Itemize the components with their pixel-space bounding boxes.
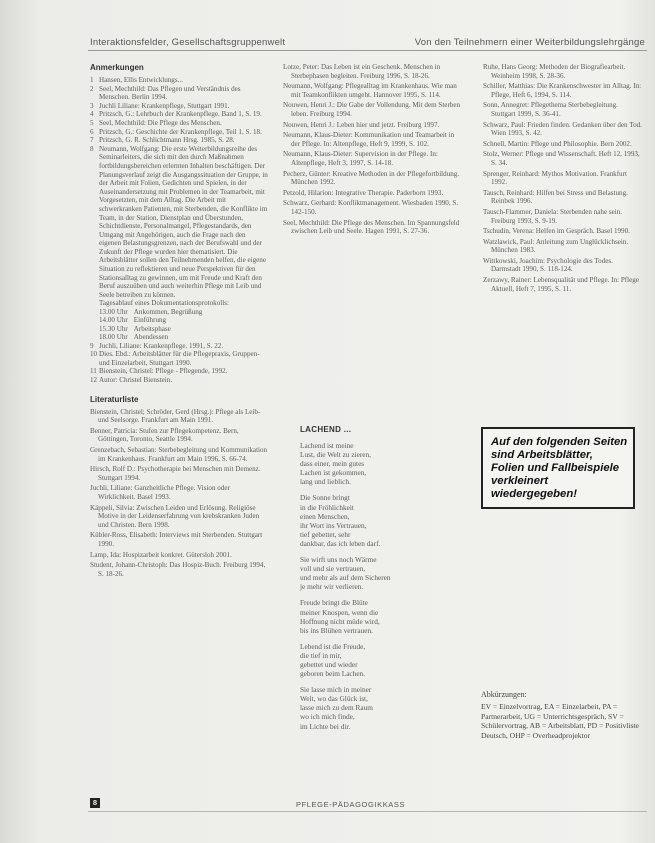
poem-line: bis ins Blühen vertrauen. (300, 625, 373, 635)
literature-entry: Student, Johann-Christoph: Das Hospiz-Buch. Freiburg 1994, S. 18-26. (90, 561, 266, 578)
schedule-item: Abendessen (133, 333, 169, 342)
literature-entry: Petzold, Hilarion: Integrative Therapie. Paderborn 1993. (283, 188, 444, 197)
note-item (90, 367, 268, 376)
poem-line: meiner Knospen, wenn die (300, 607, 379, 617)
poem-stanza (300, 493, 460, 548)
note-item (90, 102, 268, 111)
literature-entry: Käppeli, Silvia: Zwischen Leiden und Erlösung. Religiöse Motive in der Leidenserfahrung von krebskranken Juden und Christen. Bern 1998. (90, 503, 260, 529)
note-number: 7 (90, 136, 94, 145)
notes-list-continued (90, 342, 268, 385)
poem-line: dass einer, mein gutes (300, 459, 365, 469)
note-text: Neumann, Wolfgang: Die erste Weiterbildungsreihe des Seminarleiters, die sich mit den durch Maßnahmen fortbildungsbereichen erlernten Inhalten beschäftigen. Der Planungsverlauf zeigt die Ausgangssituation der Gruppe, in der Arbeit mit Folien, Gedichten und Spielen, in der Auseinandersetzung mit Problemen in der Teamarbeit, mit Vorgesetzten, mit dem Alltag. Die Arbeit mit schwerkranken Patienten, mit Sterbenden, die Konflikte im Team, in der Station, Dienstplan und Überstunden, Schichtdienste, Personalmangel, Pflegestandards, den Umgang mit Angehörigen, auch die Frage nach den eigenen Belastungsgrenzen, nach der Berufswahl und der Zukunft der Pflege wurden hier thematisiert. Die Arbeitsblätter sollen den Teilnehmenden helfen, die eigene Situation zu reflektieren und neue Perspektiven für den Stationsalltag zu gewinnen, um mit Freude und Kraft den Beruf auszuüben und auch weiterhin Pflege mit Leib und Seele betreiben zu können. (99, 144, 268, 299)
note-item (90, 110, 268, 119)
literature-entry: Ruhe, Hans Georg: Methoden der Biografiearbeit. Weinheim 1998, S. 28-36. (483, 63, 626, 80)
literature-list-3 (483, 63, 643, 293)
poem-stanza (300, 642, 460, 678)
literature-entry: Schwarz, Gerhard: Konfliktmanagement. Wiesbaden 1990, S. 142-150. (283, 199, 459, 216)
note-item (90, 376, 268, 385)
schedule-row (99, 333, 208, 341)
poem-line: Welt, wo das Glück ist, (300, 694, 368, 704)
literature-entry: Sprenger, Reinhard: Mythos Motivation. Frankfurt 1992. (483, 169, 627, 187)
note-number: 8 (90, 144, 94, 153)
literature-entry: Nouwen, Henri J.: Leben hier und jetzt. Freiburg 1997. (283, 120, 440, 129)
poem-line: wo ich mich finde, (300, 712, 355, 722)
poem-stanza (300, 598, 460, 634)
poem-line: dankbar, das ich leben darf. (300, 538, 381, 548)
poem-line: Lachend ist meine (300, 441, 354, 450)
literature-entry: Lotze, Peter: Das Leben ist ein Geschenk. Menschen in Sterbephasen begleiten. Freiburg 1996, S. 18-26. (283, 63, 441, 80)
poem-line: ihr Wort ins Vertrauen, (300, 520, 367, 530)
literature-entry: Benner, Patricia: Stufen zur Pflegekompetenz. Bern, Göttingen, Toronto, Seattle 1994. (90, 426, 239, 444)
poem-title: LACHEND ... (300, 425, 352, 434)
note-item (90, 145, 268, 300)
literature-entry: Tausch, Reinhard: Hilfen bei Stress und Belastung. Reinbek 1996. (483, 188, 628, 206)
poem-line: Sie lasse mich in meiner (300, 685, 372, 695)
literature-column-3 (483, 63, 643, 295)
note-number: 9 (90, 341, 94, 350)
note-number: 1 (90, 76, 94, 84)
literature-entry: Sonn, Annegret: Pflegethema Sterbebegleitung. Stuttgart 1999, S. 36-41. (483, 101, 618, 118)
note-number: 6 (90, 127, 94, 136)
poem-line: Freude bringt die Blüte (300, 598, 368, 608)
literature-entry: Tschudin, Verena: Helfen im Gespräch. Basel 1990. (483, 227, 630, 236)
poem (300, 425, 460, 738)
literature-entry: Juchli, Liliane: Ganzheitliche Pflege. Vision oder Wirklichkeit. Basel 1993. (90, 484, 230, 501)
literature-heading: Literaturliste (90, 394, 139, 404)
schedule-time: 14.00 Uhr (99, 316, 128, 325)
literature-column-2 (283, 63, 463, 238)
note-number: 2 (90, 84, 94, 93)
literature-list (90, 408, 268, 579)
poem-line: je mehr wir verlieren. (300, 582, 364, 592)
note-text: Juchli, Liliane: Krankenpflege. 1991, S. 22. (99, 341, 224, 350)
note-text: Autor: Christel Bienstein. (99, 376, 173, 385)
poem-line: Lebend ist die Freude, (300, 641, 366, 651)
note-text: Seel, Mechthild: Das Pflegen und Verständnis des Menschen. Berlin 1994. (99, 84, 241, 102)
literature-entry: Bienstein, Christel; Schröder, Gerd (Hrsg.): Pflege als Leib- und Seelsorge. Frankfurt am Main 1991. (90, 407, 261, 425)
notes-column (90, 63, 268, 580)
poem-line: im Lichte bei dir. (300, 721, 351, 731)
poem-stanza (300, 555, 460, 591)
poem-line: Hoffnung nicht müde wird, (300, 616, 380, 626)
note-item (90, 128, 268, 137)
note-item (90, 350, 268, 367)
note-number: 10 (90, 350, 98, 359)
schedule-intro: Tagesablauf eines Dokumentationsprotokolls: (99, 299, 229, 308)
notice-text: Auf den folgenden Seiten sind Arbeitsblätter, Folien und Fallbeispiele verkleinert wiedergegeben! (491, 436, 628, 500)
literature-entry: Hirsch, Rolf D.: Psychotherapie bei Menschen mit Demenz. Stuttgart 1994. (90, 465, 261, 482)
poem-line: voll und sie vertrauen, (300, 564, 366, 574)
poem-line: tief gebettet, sehr (300, 529, 351, 539)
notes-list (90, 76, 268, 299)
poem-line: geboren beim Lachen. (300, 669, 366, 679)
literature-entry: Pecherz, Günter: Kreative Methoden in der Pflegefortbildung. München 1992. (283, 169, 460, 187)
poem-line: Sie wirft uns noch Wärme (300, 555, 377, 565)
abbreviations (481, 690, 639, 741)
schedule-row (99, 308, 208, 316)
schedule-time: 13.00 Uhr (99, 308, 128, 317)
poem-line: gebettet und wieder (300, 659, 358, 669)
note-number: 3 (90, 101, 94, 110)
footer-rule (88, 811, 647, 812)
notes-heading: Anmerkungen (90, 63, 144, 72)
page-number: 8 (90, 798, 100, 808)
literature-entry: Neumann, Wolfgang: Pflegealltag im Krankenhaus. Wie man mit Teamkonflikten umgeht. Hannover 1995, S. 114. (283, 82, 457, 99)
note-item (90, 136, 268, 145)
poem-line: Die Sonne bringt (300, 493, 350, 503)
note-text: Hansen, Ellis Entwicklungs... (99, 76, 183, 84)
note-text: Dies. Ebd.: Arbeitsblätter für die Pflegepraxis, Gruppen- und Einzelarbeit, Stuttgart 1990. (99, 350, 260, 367)
literature-entry: Nouwen, Henri J.: Die Gabe der Vollendung. Mit dem Sterben leben. Freiburg 1994. (283, 101, 461, 118)
literature-entry: Wittkowski, Joachim: Psychologie des Todes. Darmstadt 1990, S. 118-124. (483, 256, 613, 274)
poem-line: lang und lieblich. (300, 477, 351, 487)
literature-entry: Watzlawick, Paul: Anleitung zum Unglücklichsein. München 1983. (483, 237, 629, 255)
schedule-row (99, 325, 208, 333)
note-text: Juchli Liliane: Krankenpflege, Stuttgart 1991. (99, 101, 230, 110)
literature-entry: Schnell, Martin: Pflege und Philosophie. Bern 2002. (483, 139, 632, 148)
note-number: 4 (90, 110, 94, 119)
poem-line: in die Fröhlichkeit (300, 502, 354, 512)
running-header-right: Von den Teilnehmern einer Weiterbildungslehrgänge (414, 37, 645, 48)
note-item (90, 342, 268, 351)
note-number: 5 (90, 118, 94, 127)
note-item (90, 76, 268, 85)
schedule-table (99, 308, 208, 342)
poem-line: einen Menschen, (300, 511, 350, 521)
literature-entry: Tausch-Flammer, Daniela: Sterbenden nahe sein. Freiburg 1993, S. 9-19. (483, 207, 623, 225)
literature-list-2 (283, 63, 463, 236)
note-text: Pritzsch, G.: Lehrbuch der Krankenpflege. Band 1, S. 19. (99, 110, 262, 119)
notice-box (481, 427, 635, 509)
poem-line: und mehr als auf dem Sicheren (300, 573, 391, 583)
literature-entry: Neumann, Klaus-Dieter: Kommunikation und Teamarbeit in der Pflege. In: Altenpflege, Heft 9, 1999, S. 102. (283, 131, 455, 148)
literature-entry: Stolz, Werner: Pflege und Wissenschaft. Heft 12, 1993, S. 34. (483, 150, 640, 167)
note-number: 12 (90, 376, 98, 385)
footer-journal: PFLEGE-PÄDAGOGIKKASS (296, 800, 406, 809)
literature-entry: Schiller, Matthias: Die Krankenschwester im Alltag. In: Pflege, Heft 6, 1994, S. 114. (483, 82, 642, 99)
note-text: Pritzsch, G.: Geschichte der Krankenpflege, Teil 1, S. 18. (99, 127, 262, 136)
poem-line: Lachen ist gekommen, (300, 468, 367, 478)
literature-entry: Seel, Mechthild: Die Pflege des Menschen. Im Spannungsfeld zwischen Leib und Seele. Hagen 1991, S. 27-36. (283, 218, 460, 236)
literature-entry: Schwarz, Paul: Frieden finden. Gedanken über den Tod. Wien 1993, S. 42. (483, 120, 642, 138)
schedule-row (99, 316, 208, 324)
schedule-item: Arbeitsphase (133, 324, 171, 333)
note-number: 11 (90, 367, 97, 376)
literature-entry: Kübler-Ross, Elisabeth: Interviews mit Sterbenden. Stuttgart 1990. (90, 531, 263, 548)
note-text: Seel, Mechthild: Die Pflege des Menschen. (99, 118, 222, 127)
note-item (90, 85, 268, 102)
schedule-time: 18.00 Uhr (99, 333, 128, 342)
header-rule (88, 50, 647, 51)
schedule-time: 15.30 Uhr (99, 324, 128, 333)
literature-entry: Neumann, Klaus-Dieter: Supervision in der Pflege. In: Altenpflege, Heft 3, 1997, S. 14-18. (283, 150, 438, 167)
note-item (90, 119, 268, 128)
abbreviations-text: EV = Einzelvortrag, EA = Einzelarbeit, PA = Partnerarbeit, UG = Unterrichtsgespräch, SV = Schülervortrag, AB = Arbeitsblatt, PD = Positivliste Deutsch, OHP = Overheadprojektor (481, 701, 639, 741)
poem-stanza (300, 685, 460, 730)
literature-entry: Zerzawy, Rainer: Lebensqualität und Pflege. In: Pflege Aktuell, Heft 7, 1995, S. 11. (483, 276, 639, 293)
poem-body (300, 441, 460, 731)
note-text: Pritzsch, G. R. Schlichtmann Hrsg. 1985, S. 28. (99, 136, 235, 145)
poem-line: Lust, die Welt zu zieren, (300, 450, 372, 460)
literature-entry: Grenzebach, Sebastian: Sterbebegleitung und Kommunikation im Krankenhaus. Frankfurt am Main 1996, S. 66-74. (90, 446, 268, 463)
literature-entry: Lamp, Ida: Hospizarbeit konkret. Gütersloh 2001. (90, 550, 232, 559)
poem-line: lasse mich zu dem Raum (300, 703, 373, 713)
note-text: Bienstein, Christel: Pflege - Pflegende, 1992. (99, 367, 228, 376)
schedule-item: Ankommen, Begrüßung (133, 308, 203, 317)
running-header-left: Interaktionsfelder, Gesellschaftsgruppenwelt (90, 37, 286, 48)
schedule-item: Einführung (133, 316, 167, 325)
poem-stanza (300, 441, 460, 486)
poem-line: die tief in mir, (300, 650, 342, 660)
abbreviations-title: Abkürzungen: (481, 690, 527, 699)
